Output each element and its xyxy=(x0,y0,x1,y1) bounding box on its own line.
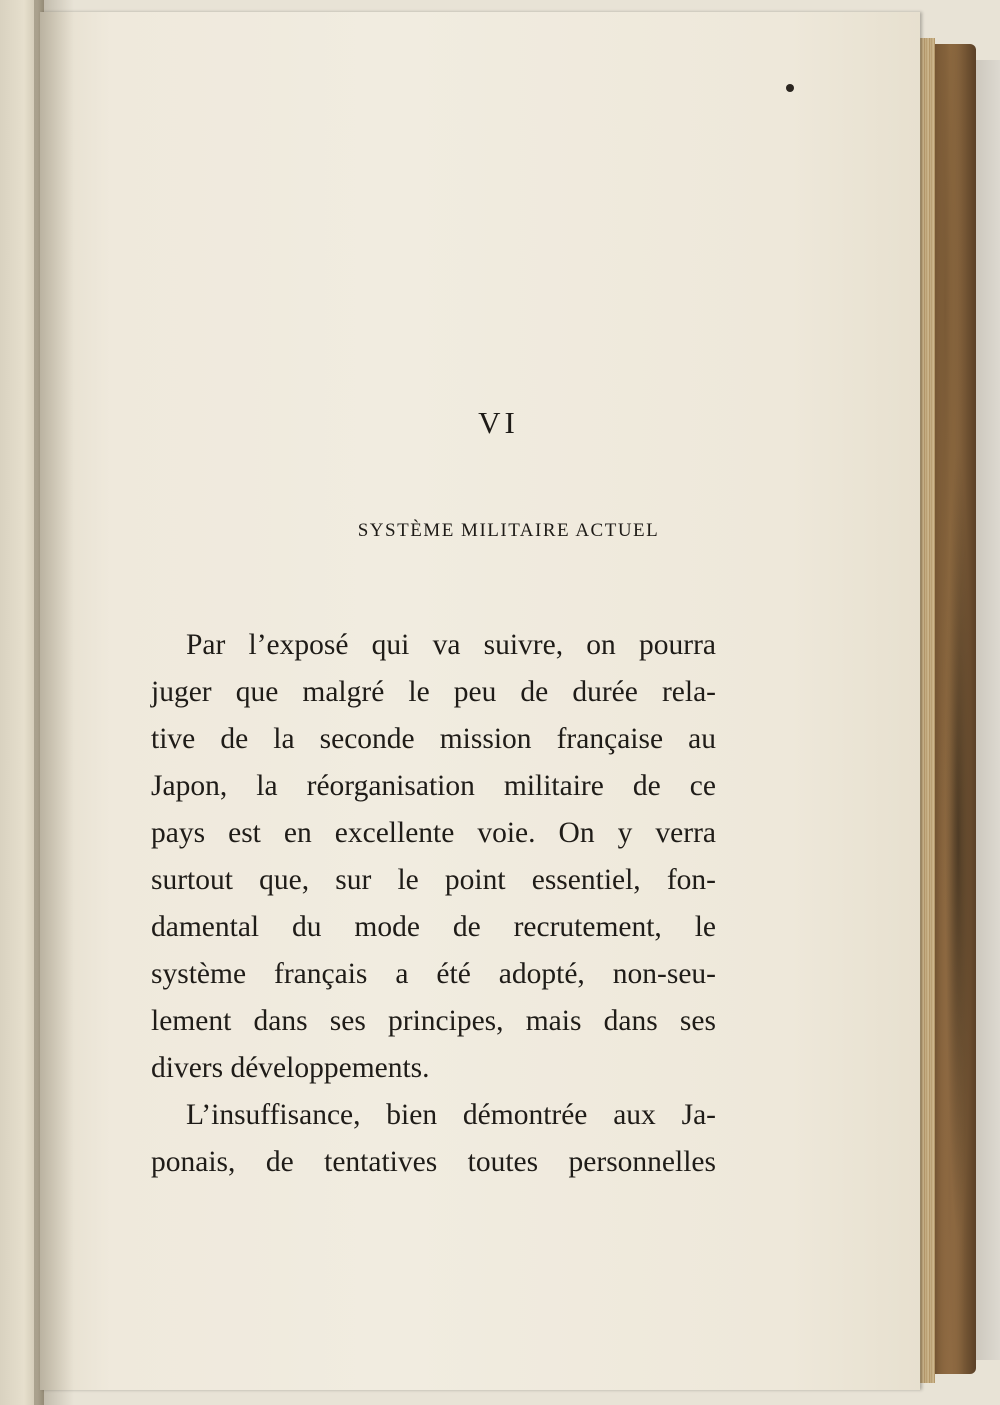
text-line: tive de la seconde mission française au xyxy=(151,723,716,755)
text-line: ponais, de tentatives toutes personnelles xyxy=(151,1146,716,1178)
text-line: L’insuffisance, bien démontrée aux Ja- xyxy=(186,1099,716,1131)
text-line: Par l’exposé qui va suivre, on pourra xyxy=(186,629,716,661)
chapter-number: VI xyxy=(478,405,519,440)
chapter-title: SYSTÈME MILITAIRE ACTUEL xyxy=(357,520,660,541)
text-line: lement dans ses principes, mais dans ses xyxy=(151,1005,716,1037)
text-line: surtout que, sur le point essentiel, fon- xyxy=(151,864,716,896)
text-line: système français a été adopté, non-seu- xyxy=(151,958,716,990)
ink-spot xyxy=(786,84,794,92)
text-line: pays est en excellente voie. On y verra xyxy=(151,817,716,849)
text-line: juger que malgré le peu de durée rela- xyxy=(151,676,716,708)
book-cover-board xyxy=(932,44,976,1374)
text-line: damental du mode de recrutement, le xyxy=(151,911,716,943)
text-line: Japon, la réorganisation militaire de ce xyxy=(151,770,716,802)
body-text xyxy=(151,622,716,1186)
text-line: divers développements. xyxy=(151,1052,430,1084)
facing-page-edge xyxy=(0,0,44,1405)
book-page xyxy=(40,12,920,1390)
